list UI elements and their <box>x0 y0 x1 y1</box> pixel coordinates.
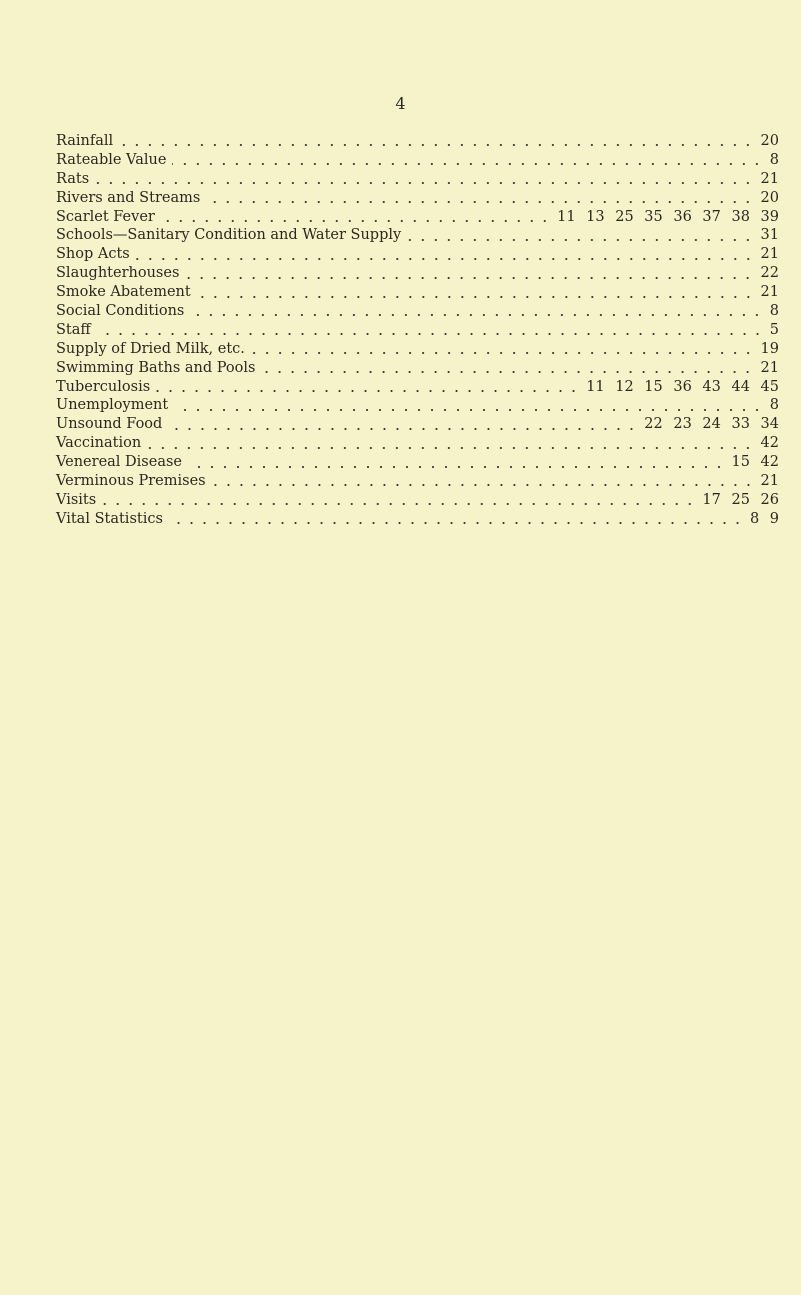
entry-pages: 31 <box>760 227 779 244</box>
index-entry <box>56 378 779 397</box>
entry-label: Rats <box>56 170 90 187</box>
index-entry <box>56 283 779 302</box>
index-entry <box>56 359 779 378</box>
entry-label: Shop Acts <box>56 246 130 263</box>
entry-pages: 22 23 24 33 34 <box>644 416 779 433</box>
index-entry <box>56 189 779 208</box>
entry-label: Venereal Disease <box>56 454 182 471</box>
index-entry <box>56 434 779 453</box>
dot-leader <box>190 313 763 317</box>
dot-leader <box>169 521 744 525</box>
dot-leader <box>136 257 755 261</box>
entry-label: Supply of Dried Milk, etc. <box>56 340 245 357</box>
entry-pages: 22 <box>760 265 779 282</box>
index-entry <box>56 208 779 227</box>
entry-label: Swimming Baths and Pools <box>56 359 256 376</box>
entry-label: Staff <box>56 321 91 338</box>
entry-label: Schools—Sanitary Condition and Water Supply <box>56 227 402 244</box>
dot-leader <box>185 276 754 280</box>
dot-leader <box>172 162 763 166</box>
index-entry <box>56 510 779 529</box>
dot-leader <box>188 465 725 469</box>
entry-pages: 17 25 26 <box>702 491 779 508</box>
entry-pages: 19 <box>760 340 779 357</box>
entry-pages: 11 12 15 36 43 44 45 <box>586 378 779 395</box>
dot-leader <box>119 143 754 147</box>
index-entry <box>56 245 779 264</box>
entry-pages: 8 <box>769 397 779 414</box>
dot-leader <box>212 483 755 487</box>
entry-label: Rateable Value <box>56 151 167 168</box>
index-entry <box>56 396 779 415</box>
entry-label: Vaccination <box>56 435 142 452</box>
dot-leader <box>156 389 580 393</box>
entry-pages: 8 <box>769 303 779 320</box>
entry-label: Visits <box>56 491 97 508</box>
entry-label: Verminous Premises <box>56 473 206 490</box>
entry-pages: 21 <box>760 473 779 490</box>
dot-leader <box>161 219 551 223</box>
entry-label: Social Conditions <box>56 303 185 320</box>
index-entry <box>56 453 779 472</box>
entry-pages: 20 <box>760 133 779 149</box>
dot-leader <box>206 200 754 204</box>
index-entry <box>56 132 779 151</box>
dot-leader <box>407 238 754 242</box>
entry-label: Unemployment <box>56 397 169 414</box>
entry-pages: 21 <box>760 170 779 187</box>
entry-pages: 20 <box>760 189 779 206</box>
index-entry <box>56 472 779 491</box>
entry-pages: 15 42 <box>731 454 779 471</box>
entry-label: Slaughterhouses <box>56 265 180 282</box>
entry-pages: 42 <box>760 435 779 452</box>
page-number: 4 <box>395 94 406 113</box>
index-entry <box>56 264 779 283</box>
index-entry <box>56 415 779 434</box>
entry-pages: 11 13 25 35 36 37 38 39 <box>557 208 779 225</box>
entry-label: Smoke Abatement <box>56 284 191 301</box>
dot-leader <box>147 446 754 450</box>
entry-pages: 21 <box>760 359 779 376</box>
dot-leader <box>174 408 764 412</box>
entry-pages: 21 <box>760 284 779 301</box>
entry-label: Rivers and Streams <box>56 189 201 206</box>
entry-label: Unsound Food <box>56 416 163 433</box>
dot-leader <box>97 332 764 336</box>
entry-pages: 8 9 <box>749 510 779 527</box>
index-entry <box>56 302 779 321</box>
index-entry <box>56 170 779 189</box>
entry-pages: 21 <box>760 246 779 263</box>
entry-label: Vital Statistics <box>56 510 163 527</box>
index-list <box>56 132 779 529</box>
entry-pages: 8 <box>769 151 779 168</box>
index-entry <box>56 151 779 170</box>
entry-label: Tuberculosis <box>56 378 151 395</box>
dot-leader <box>251 351 755 355</box>
index-entry <box>56 321 779 340</box>
dot-leader <box>95 181 754 185</box>
index-entry <box>56 226 779 245</box>
entry-label: Scarlet Fever <box>56 208 155 225</box>
index-entry <box>56 340 779 359</box>
entry-label: Rainfall <box>56 133 114 149</box>
dot-leader <box>168 427 638 431</box>
index-entry <box>56 491 779 510</box>
dot-leader <box>197 295 755 299</box>
dot-leader <box>102 502 696 506</box>
entry-pages: 5 <box>769 321 779 338</box>
dot-leader <box>261 370 754 374</box>
